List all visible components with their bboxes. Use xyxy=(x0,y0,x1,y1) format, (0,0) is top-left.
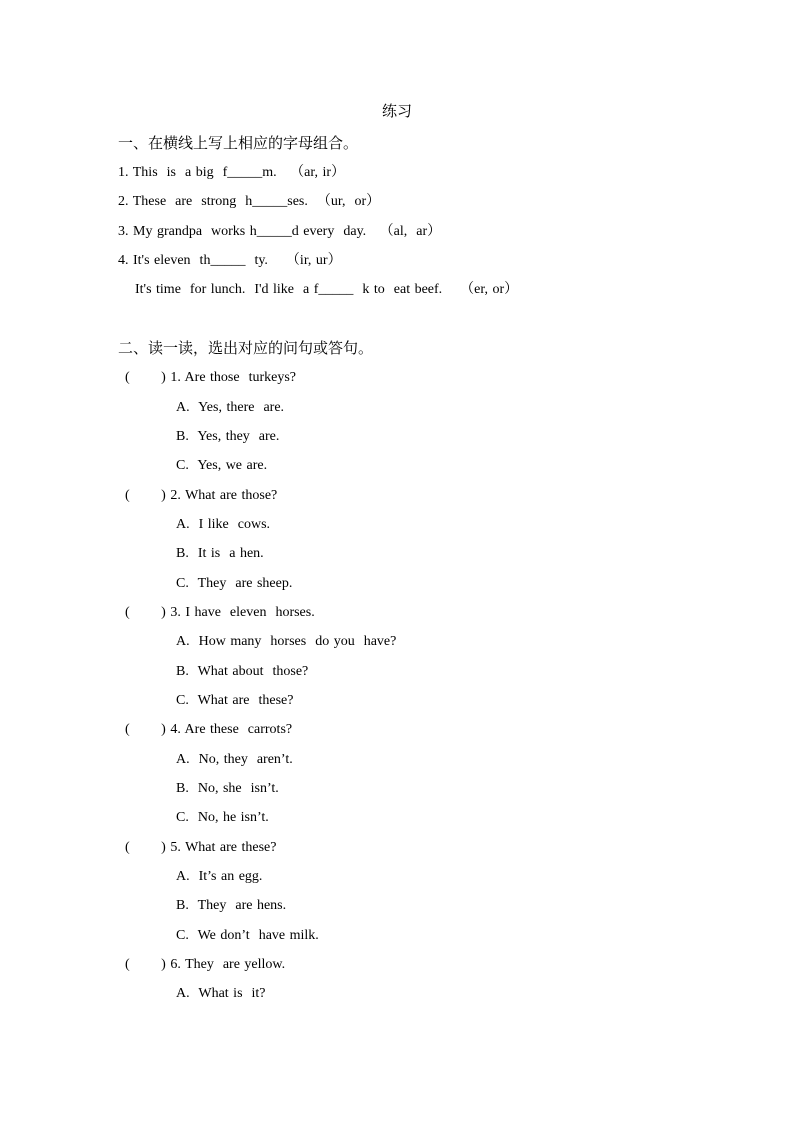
question-4-stem: ( ) 4. Are these carrots? xyxy=(125,722,293,737)
section2-heading: 二、读一读，选出对应的问句或答句。 xyxy=(118,341,374,357)
question-3-option-b: B. What about those? xyxy=(176,664,309,679)
question-5-stem: ( ) 5. What are these? xyxy=(125,840,277,855)
question-2-option-b: B. It is a hen. xyxy=(176,546,264,561)
question-1-option-a: A. Yes, there are. xyxy=(176,400,285,415)
question-2-option-c: C. They are sheep. xyxy=(176,576,293,591)
question-4-option-a: A. No, they aren’t. xyxy=(176,752,293,767)
question-4-option-b: B. No, she isn’t. xyxy=(176,781,279,796)
question-2-stem: ( ) 2. What are those? xyxy=(125,488,278,503)
question-6-stem: ( ) 6. They are yellow. xyxy=(125,957,286,972)
question-5-option-a: A. It’s an egg. xyxy=(176,869,263,884)
section1-item-1: 1. This is a big f_____m. （ar, ir） xyxy=(118,165,345,180)
question-5-option-b: B. They are hens. xyxy=(176,898,287,913)
question-2-option-a: A. I like cows. xyxy=(176,517,271,532)
section1-item-3: 3. My grandpa works h_____d every day. （al, ar） xyxy=(118,224,442,239)
section1-item-5: It's time for lunch. I'd like a f_____ k to eat beef. （er, or） xyxy=(135,282,519,297)
question-1-option-c: C. Yes, we are. xyxy=(176,458,268,473)
section1-item-2: 2. These are strong h_____ses. （ur, or） xyxy=(118,194,381,209)
question-3-stem: ( ) 3. I have eleven horses. xyxy=(125,605,315,620)
page-title: 练习 xyxy=(381,104,412,120)
section1-heading: 一、在横线上写上相应的字母组合。 xyxy=(118,136,359,152)
question-1-stem: ( ) 1. Are those turkeys? xyxy=(125,370,297,385)
question-1-option-b: B. Yes, they are. xyxy=(176,429,280,444)
question-3-option-c: C. What are these? xyxy=(176,693,294,708)
section1-item-4: 4. It's eleven th_____ ty. （ir, ur） xyxy=(118,253,342,268)
question-6-option-a: A. What is it? xyxy=(176,986,266,1001)
question-5-option-c: C. We don’t have milk. xyxy=(176,928,319,943)
question-4-option-c: C. No, he isn’t. xyxy=(176,810,269,825)
question-3-option-a: A. How many horses do you have? xyxy=(176,634,397,649)
